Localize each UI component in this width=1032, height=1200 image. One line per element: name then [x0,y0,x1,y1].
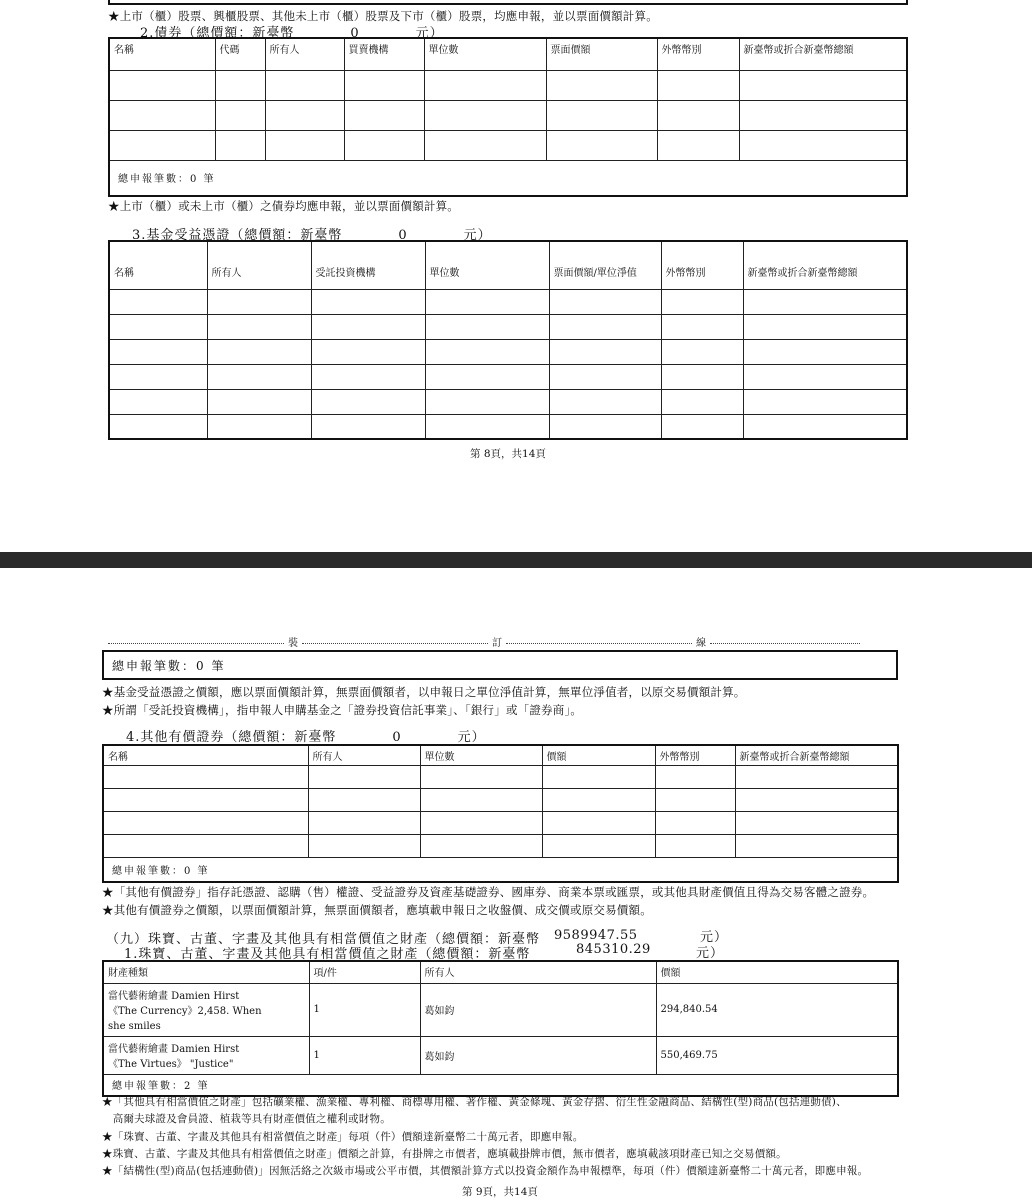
table-row [109,130,907,160]
table-row [109,289,907,314]
valuables-table [102,960,899,1097]
binding-line-dots-2 [302,643,488,644]
row1-qty: 1 [309,983,420,1036]
bonds-table [108,37,908,197]
other-securities-footer: 總申報筆數：0 筆 [103,858,898,882]
funds-header-owner: 所有人 [207,241,311,289]
row2-qty: 1 [309,1036,420,1074]
binding-line-char-2: 訂 [492,638,502,649]
binding-line-dots-1 [108,643,284,644]
valuables-note-5: ★「結構性(型)商品(包括連動債)」因無活絡之次級市場或公平市價，其價額計算方式以投資金額作為申報標準，每項（件）價額達新臺幣二十萬元者，即應申報。 [102,1165,869,1177]
table-row [109,389,907,414]
binding-line-dots-4 [710,643,860,644]
bonds-header-code: 代碼 [215,38,265,70]
bonds-title: 2.債券（總價額：新臺幣 0 元） [140,26,444,41]
page-number-9: 第 9頁，共14頁 [462,1186,538,1198]
valuables-note-1: ★「其他具有相當價值之財產」包括礦業權、漁業權、專利權、商標專用權、著作權、黃金條塊、黃金存摺、衍生性金融商品、結構性(型)商品(包括連動債)、 [102,1096,847,1108]
valuables-note-3: ★「珠寶、古董、字畫及其他具有相當價值之財產」每項（件）價額達新臺幣二十萬元者，即應申報。 [102,1131,584,1143]
funds-header-total: 新臺幣或折合新臺幣總額 [743,241,907,289]
row1-type-line1: 當代藝術繪畫 Damien Hirst [108,990,240,1002]
other-header-owner: 所有人 [308,745,420,766]
bonds-header-owner: 所有人 [265,38,344,70]
row1-type-line2: 《The Currency》2,458. When [108,1005,262,1017]
valuables-header-value: 價額 [656,961,898,983]
row1-type-line3: she smiles [108,1020,161,1032]
table-row [109,414,907,439]
valuables-sub-total: 845310.29 [576,942,651,957]
row2-owner: 葛如鈞 [420,1036,656,1074]
fund-note-2: ★所謂「受託投資機構」，指申報人申購基金之「證券投資信託事業」、「銀行」或「證券商」。 [102,703,583,717]
funds-header-units: 單位數 [425,241,549,289]
bonds-header-currency: 外幣幣別 [657,38,739,70]
table-row [103,835,898,858]
bonds-footer: 總申報筆數：0 筆 [109,160,907,196]
table-row [109,314,907,339]
valuables-section-unit: 元） [700,930,729,945]
row1-owner: 葛如鈞 [420,983,656,1036]
table-row [103,766,898,789]
other-header-total: 新臺幣或折合新臺幣總額 [735,745,898,766]
other-securities-table [102,744,899,883]
valuables-note-2: 高爾夫球證及會員證、植栽等具有財產價值之權利或財物。 [102,1113,391,1125]
funds-header-name: 名稱 [109,241,207,289]
table-row [103,983,898,1036]
valuables-header-owner: 所有人 [420,961,656,983]
table-row [103,812,898,835]
funds-header-nav: 票面價額/單位淨值 [549,241,661,289]
row2-type-line2: 《The Virtues》 "Justice" [108,1058,234,1070]
funds-title: 3.基金受益憑證（總價額：新臺幣 0 元） [132,228,492,243]
table-row [103,1036,898,1074]
page-number-8: 第 8頁，共14頁 [470,448,546,460]
valuables-section-title: （九）珠寶、古董、字畫及其他具有相當價值之財產（總價額：新臺幣 [106,932,541,947]
other-header-currency: 外幣幣別 [655,745,735,766]
table-row [103,789,898,812]
valuables-note-4: ★珠寶、古董、字畫及其他具有相當價值之財產」價額之計算，有掛牌之市價者，應填載掛牌市價，無市價者，應填載該項財產已知之交易價額。 [102,1148,787,1160]
bonds-header-name: 名稱 [109,38,215,70]
valuables-footer: 總申報筆數：2 筆 [103,1074,898,1096]
page-9 [0,568,1032,1200]
binding-line-char-3: 線 [696,638,706,649]
stocks-note: ★上市（櫃）股票、興櫃股票、其他未上市（櫃）股票及下市（櫃）股票，均應申報，並以票面價額計算。 [108,9,658,23]
other-header-name: 名稱 [103,745,308,766]
funds-header-trustee: 受託投資機構 [311,241,425,289]
row2-type-line1: 當代藝術繪畫 Damien Hirst [108,1043,240,1055]
other-header-units: 單位數 [420,745,542,766]
table-row [109,70,907,100]
fund-footer-box [102,650,898,680]
bonds-header-units: 單位數 [424,38,546,70]
binding-line-dots-3 [506,643,692,644]
binding-line-char-1: 裝 [288,638,298,649]
other-header-value: 價額 [542,745,655,766]
page-8 [0,0,1032,552]
funds-table [108,240,908,440]
bonds-note: ★上市（櫃）或未上市（櫃）之債券均應申報，並以票面價額計算。 [108,199,459,213]
other-note-1: ★「其他有價證券」指存託憑證、認購（售）權證、受益證券及資產基礎證券、國庫券、商業本票或匯票，或其他具財產價值且得為交易客體之證券。 [102,885,875,899]
top-border-line [108,0,908,5]
row2-value: 550,469.75 [656,1036,898,1074]
valuables-header-type: 財產種類 [103,961,309,983]
table-row [109,339,907,364]
valuables-sub-unit: 元） [696,946,725,961]
table-row [109,100,907,130]
other-note-2: ★其他有價證券之價額，以票面價額計算，無票面價額者，應填載申報日之收盤價、成交價或原交易價額。 [102,903,652,917]
other-securities-title: 4.其他有價證券（總價額：新臺幣 0 元） [126,730,486,745]
funds-header-currency: 外幣幣別 [661,241,743,289]
fund-note-1: ★基金受益憑證之價額，應以票面價額計算，無票面價額者，以申報日之單位淨值計算，無單位淨值者，以原交易價額計算。 [102,685,746,699]
valuables-sub-title: 1.珠寶、古董、字畫及其他具有相當價值之財產（總價額：新臺幣 [124,947,531,962]
page-separator [0,552,1032,568]
bonds-header-broker: 買賣機構 [344,38,424,70]
bonds-header-face-value: 票面價額 [546,38,657,70]
row1-value: 294,840.54 [656,983,898,1036]
table-row [109,364,907,389]
bonds-header-total: 新臺幣或折合新臺幣總額 [739,38,907,70]
fund-footer: 總申報筆數：0 筆 [112,659,226,673]
valuables-section-total: 9589947.55 [554,928,638,943]
valuables-header-qty: 項/件 [309,961,420,983]
